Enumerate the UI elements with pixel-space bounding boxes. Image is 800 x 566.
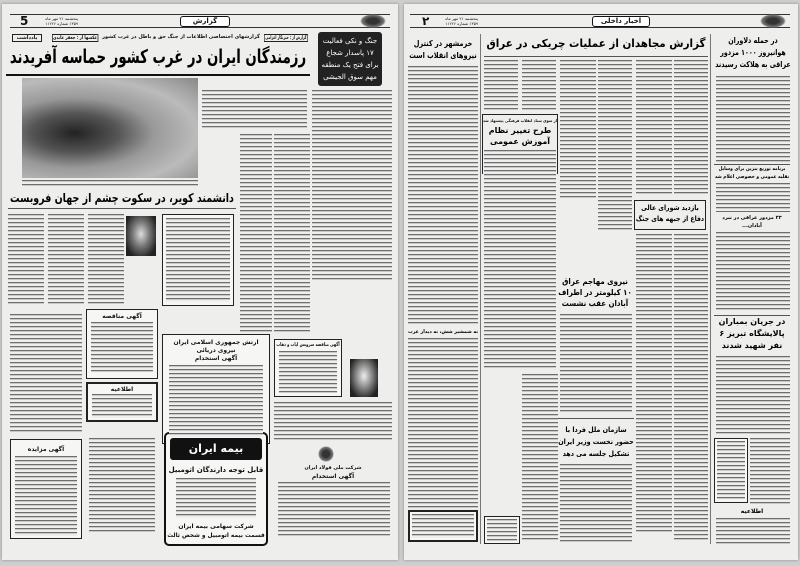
body-text-column xyxy=(750,438,790,504)
secondary-headline: دانشمند کویر، در سکوت چشم از جهان فروبست xyxy=(10,191,234,205)
small-box xyxy=(484,516,520,544)
body-text-column xyxy=(279,351,337,393)
sidebar-box xyxy=(318,32,382,86)
issue-date: پنجشنبه ۲۱ مهر ماه ۱۳۵۹ شماره ۱۱۲۲۶ xyxy=(445,16,478,26)
body-text-column xyxy=(716,183,790,212)
body-text-column xyxy=(169,365,263,437)
body-text-column xyxy=(48,214,84,306)
newspaper-logo-icon xyxy=(760,14,786,28)
section-label: اخبار داخلی xyxy=(592,16,650,27)
tabriz-headline: در جریان بمباران پالایشگاه تبریز ۶ نفر شهید شدند xyxy=(718,317,786,350)
right-column-headline: در حمله دلاوران هوانیروز ۱۰۰۰ مزدور عراقی به هلاکت رسیدند xyxy=(715,36,791,69)
visit-box xyxy=(634,200,706,230)
column-rule xyxy=(6,74,310,76)
steel-recruitment-ad: شرکت ملی فولاد ایران آگهی استخدام xyxy=(274,444,392,544)
visit-headline: بازدید شورای عالی دفاع از جبهه های جنگ xyxy=(635,204,705,223)
column-rule xyxy=(484,56,708,57)
body-text-column xyxy=(89,438,155,533)
fuel-headline: برنامه توزیع بنزین برای وسایل نقلیه عمومی و خصوصی اعلام شد xyxy=(714,166,790,180)
body-text-column xyxy=(92,394,152,418)
photographer-credit: عکسها از : جعفر عابدی xyxy=(52,35,98,41)
body-text-column xyxy=(166,218,230,302)
article-box xyxy=(162,214,234,306)
report-kicker: گزارشهای اختصاصی اطلاعات از جنگ حق و باطل در غرب کشور xyxy=(102,34,260,40)
section-label: گزارش xyxy=(180,16,230,27)
body-text-column xyxy=(312,90,392,280)
body-text-column xyxy=(408,338,478,508)
iraq-forces-headline: نیروی مهاجم عراق ۱۰ کیلومتر در اطراف آبادان عقب نشست xyxy=(558,277,632,308)
main-headline: رزمندگان ایران در غرب کشور حماسه آفریدند xyxy=(9,46,307,68)
body-text-column xyxy=(22,180,198,187)
body-text-column xyxy=(716,232,790,312)
column-rule xyxy=(8,208,236,209)
body-text-column xyxy=(484,150,556,370)
auction-ad: آگهی مزایده xyxy=(10,439,82,539)
page-number: ۲ xyxy=(422,14,430,28)
body-text-column xyxy=(522,374,558,542)
body-text-column xyxy=(91,322,153,372)
body-text-column xyxy=(8,214,44,306)
body-text-column xyxy=(88,214,124,306)
body-text-column xyxy=(278,482,390,538)
scientist-portrait xyxy=(126,216,156,256)
right-newspaper-page xyxy=(404,4,798,560)
issue-date: پنجشنبه ۲۱ مهر ماه ۱۳۵۹ شماره ۱۱۲۲۶ xyxy=(45,16,78,26)
body-text-column xyxy=(10,314,82,434)
brief-headline: نه شمشیر شش، نه دیدار عرب xyxy=(408,329,478,335)
body-text-column xyxy=(560,314,632,414)
body-text-column xyxy=(716,76,790,162)
left-column-headline: خرمشهر در کنترل نیروهای انقلاب است xyxy=(409,39,477,60)
left-newspaper-page xyxy=(2,4,398,560)
notice-heading: اطلاعیه xyxy=(740,508,764,515)
newspaper-logo-icon xyxy=(360,14,386,28)
body-text-column xyxy=(412,514,474,538)
body-text-column xyxy=(176,478,256,518)
main-headline: گزارش مجاهدان از عملیات چریکی در عراق xyxy=(486,37,706,50)
body-text-column xyxy=(484,60,518,112)
un-headline: سازمان ملل فردا با حضور نخست وزیر ایران تشکیل جلسه می دهد xyxy=(558,426,634,458)
insurance-ad: بیمه ایران قابل توجه دارندگان اتومبیل شرکت سهامی بیمه ایران قسمت بیمه اتومبیل و شخص ثالث xyxy=(164,432,268,546)
army-recruitment-ad: ارتش جمهوری اسلامی ایران نیروی دریائی آگهی استخدام xyxy=(162,334,270,444)
column-rule xyxy=(710,34,711,544)
soldiers-photo xyxy=(22,78,198,178)
steel-tender-ad xyxy=(86,424,158,539)
body-text-column xyxy=(240,134,272,334)
body-text-column xyxy=(202,90,307,130)
page-header xyxy=(10,14,390,28)
body-text-column xyxy=(636,60,672,196)
brief-box xyxy=(714,438,748,503)
body-text-column xyxy=(274,134,310,334)
insurance-logo: بیمه ایران xyxy=(170,438,262,460)
body-text-column xyxy=(716,518,790,544)
body-text-column xyxy=(717,441,745,499)
tender-ad: آگهی مناقصه xyxy=(86,309,158,379)
notice-ad: اطلاعیه xyxy=(86,382,158,422)
body-text-column xyxy=(716,356,790,436)
education-box: از سوی ستاد انقلاب فرهنگی پیشنهاد شد طرح تغییر نظام آموزش عمومی xyxy=(482,114,558,174)
body-text-column xyxy=(15,456,77,536)
body-text-column xyxy=(674,234,708,540)
body-text-column xyxy=(274,402,392,440)
boxed-notice xyxy=(408,510,478,542)
body-text-column xyxy=(522,60,556,112)
body-text-column xyxy=(487,519,517,541)
body-text-column xyxy=(560,60,596,200)
person-portrait xyxy=(350,359,378,397)
body-text-column xyxy=(408,66,478,324)
column-rule xyxy=(480,34,481,544)
iraq-brief: ۲۳ مزدور عراقی در نبرد آبادان... xyxy=(722,215,782,229)
sidebar-box-text: جنگ و نکی فعالیت ۱۷ پاسدار شجاع برای فتح یک منطقه مهم سوق الجیشی xyxy=(321,37,379,81)
column-rule xyxy=(558,418,634,419)
service-tender-ad: آگهی مناقصه سرویس ایاب و ذهاب xyxy=(274,339,342,397)
education-headline: طرح تغییر نظام آموزش عمومی xyxy=(488,126,552,146)
page-number: 5 xyxy=(20,14,29,28)
body-text-column xyxy=(560,464,632,544)
body-text-column xyxy=(598,60,632,230)
reporter-credit: گزارش از : خبرنگار اعزامی xyxy=(265,35,307,41)
body-text-column xyxy=(636,234,672,534)
kicker-tag: یادداشت xyxy=(12,34,42,42)
page-header xyxy=(410,14,790,28)
body-text-column xyxy=(674,60,708,196)
